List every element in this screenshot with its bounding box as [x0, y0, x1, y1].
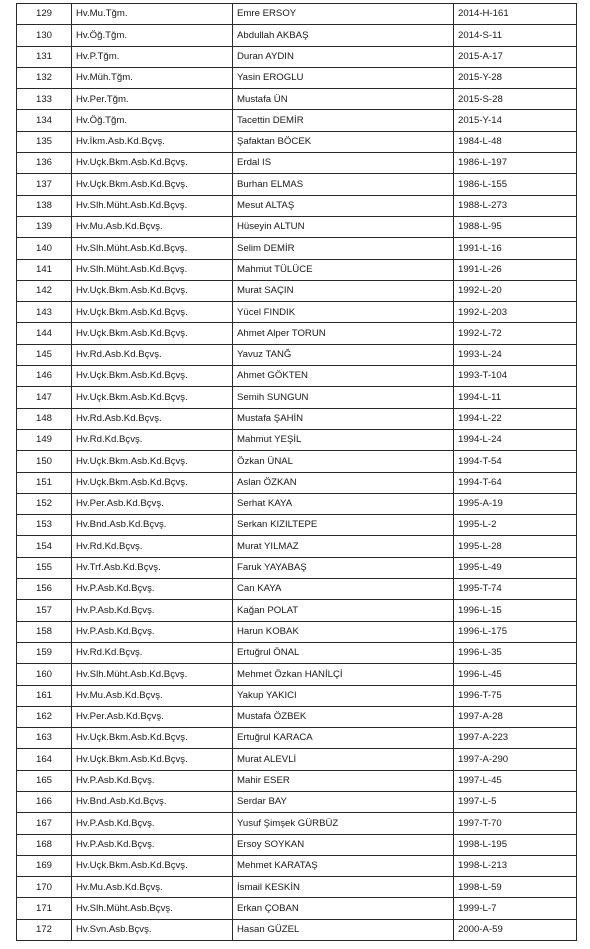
row-number-cell: 148 [17, 408, 72, 429]
name-cell: Şafaktan BÖCEK [233, 131, 454, 152]
name-cell: Burhan ELMAS [233, 174, 454, 195]
table-row [17, 259, 577, 280]
name-cell: Mehmet Özkan HANİLÇİ [233, 664, 454, 685]
registry-number-cell: 1998-L-213 [454, 855, 577, 876]
row-number-cell: 149 [17, 429, 72, 450]
row-number-cell: 130 [17, 25, 72, 46]
name-cell: Mahmut TÜLÜCE [233, 259, 454, 280]
row-number-cell: 161 [17, 685, 72, 706]
name-cell: Abdullah AKBAŞ [233, 25, 454, 46]
registry-number-cell: 1997-L-45 [454, 770, 577, 791]
rank-cell: Hv.Uçk.Bkm.Asb.Kd.Bçvş. [72, 855, 233, 876]
table-row [17, 195, 577, 216]
registry-number-cell: 1984-L-48 [454, 131, 577, 152]
registry-number-cell: 1997-A-28 [454, 706, 577, 727]
row-number-cell: 141 [17, 259, 72, 280]
row-number-cell: 153 [17, 515, 72, 536]
registry-number-cell: 1992-L-20 [454, 280, 577, 301]
rank-cell: Hv.Uçk.Bkm.Asb.Kd.Bçvş. [72, 387, 233, 408]
row-number-cell: 154 [17, 536, 72, 557]
table-row [17, 515, 577, 536]
rank-cell: Hv.Bnd.Asb.Kd.Bçvş. [72, 515, 233, 536]
rank-cell: Hv.İkm.Asb.Kd.Bçvş. [72, 131, 233, 152]
row-number-cell: 133 [17, 89, 72, 110]
name-cell: Ahmet GÖKTEN [233, 366, 454, 387]
row-number-cell: 155 [17, 557, 72, 578]
row-number-cell: 150 [17, 451, 72, 472]
registry-number-cell: 1996-L-45 [454, 664, 577, 685]
personnel-table [16, 3, 577, 941]
registry-number-cell: 1991-L-26 [454, 259, 577, 280]
row-number-cell: 156 [17, 579, 72, 600]
table-body [17, 4, 577, 941]
rank-cell: Hv.Mu.Asb.Kd.Bçvş. [72, 877, 233, 898]
table-row [17, 749, 577, 770]
table-row [17, 429, 577, 450]
name-cell: Duran AYDIN [233, 46, 454, 67]
name-cell: Mahir ESER [233, 770, 454, 791]
registry-number-cell: 1996-L-175 [454, 621, 577, 642]
table-row [17, 642, 577, 663]
rank-cell: Hv.Slh.Müht.Asb.Kd.Bçvş. [72, 195, 233, 216]
registry-number-cell: 1991-L-16 [454, 238, 577, 259]
rank-cell: Hv.Uçk.Bkm.Asb.Kd.Bçvş. [72, 451, 233, 472]
registry-number-cell: 1995-L-28 [454, 536, 577, 557]
table-row [17, 110, 577, 131]
name-cell: Selim DEMİR [233, 238, 454, 259]
table-row [17, 174, 577, 195]
name-cell: Tacettin DEMİR [233, 110, 454, 131]
registry-number-cell: 1995-T-74 [454, 579, 577, 600]
name-cell: Ahmet Alper TORUN [233, 323, 454, 344]
row-number-cell: 137 [17, 174, 72, 195]
row-number-cell: 152 [17, 493, 72, 514]
registry-number-cell: 2015-S-28 [454, 89, 577, 110]
registry-number-cell: 1996-L-35 [454, 642, 577, 663]
row-number-cell: 163 [17, 728, 72, 749]
rank-cell: Hv.P.Asb.Kd.Bçvş. [72, 600, 233, 621]
name-cell: Mustafa ÖZBEK [233, 706, 454, 727]
name-cell: Ersoy SOYKAN [233, 834, 454, 855]
name-cell: Erdal IS [233, 153, 454, 174]
table-row [17, 216, 577, 237]
registry-number-cell: 1992-L-72 [454, 323, 577, 344]
registry-number-cell: 1997-L-5 [454, 791, 577, 812]
name-cell: Yücel FINDIK [233, 302, 454, 323]
name-cell: Erkan ÇOBAN [233, 898, 454, 919]
table-row [17, 238, 577, 259]
rank-cell: Hv.P.Asb.Kd.Bçvş. [72, 813, 233, 834]
name-cell: Murat ALEVLİ [233, 749, 454, 770]
rank-cell: Hv.P.Asb.Kd.Bçvş. [72, 834, 233, 855]
rank-cell: Hv.P.Tğm. [72, 46, 233, 67]
table-row [17, 302, 577, 323]
table-row [17, 728, 577, 749]
name-cell: Mahmut YEŞİL [233, 429, 454, 450]
table-row [17, 557, 577, 578]
table-row [17, 536, 577, 557]
rank-cell: Hv.P.Asb.Kd.Bçvş. [72, 579, 233, 600]
table-row [17, 621, 577, 642]
table-row [17, 67, 577, 88]
table-row [17, 919, 577, 940]
registry-number-cell: 1986-L-197 [454, 153, 577, 174]
rank-cell: Hv.Per.Asb.Kd.Bçvş. [72, 706, 233, 727]
registry-number-cell: 1994-L-11 [454, 387, 577, 408]
row-number-cell: 166 [17, 791, 72, 812]
registry-number-cell: 2014-S-11 [454, 25, 577, 46]
table-row [17, 664, 577, 685]
table-row [17, 387, 577, 408]
name-cell: Hüseyin ALTUN [233, 216, 454, 237]
rank-cell: Hv.Uçk.Bkm.Asb.Kd.Bçvş. [72, 153, 233, 174]
registry-number-cell: 1998-L-59 [454, 877, 577, 898]
table-row [17, 834, 577, 855]
row-number-cell: 147 [17, 387, 72, 408]
registry-number-cell: 2000-A-59 [454, 919, 577, 940]
table-row [17, 89, 577, 110]
name-cell: Yasin EROGLU [233, 67, 454, 88]
registry-number-cell: 1992-L-203 [454, 302, 577, 323]
registry-number-cell: 1996-T-75 [454, 685, 577, 706]
table-row [17, 25, 577, 46]
name-cell: Can KAYA [233, 579, 454, 600]
name-cell: Kağan POLAT [233, 600, 454, 621]
rank-cell: Hv.Rd.Kd.Bçvş. [72, 642, 233, 663]
name-cell: Mehmet KARATAŞ [233, 855, 454, 876]
name-cell: Semih SUNGUN [233, 387, 454, 408]
table-row [17, 472, 577, 493]
row-number-cell: 134 [17, 110, 72, 131]
rank-cell: Hv.Öğ.Tğm. [72, 110, 233, 131]
name-cell: Faruk YAYABAŞ [233, 557, 454, 578]
row-number-cell: 164 [17, 749, 72, 770]
rank-cell: Hv.Slh.Müht.Asb.Kd.Bçvş. [72, 238, 233, 259]
row-number-cell: 129 [17, 4, 72, 25]
registry-number-cell: 1988-L-273 [454, 195, 577, 216]
rank-cell: Hv.Uçk.Bkm.Asb.Kd.Bçvş. [72, 174, 233, 195]
registry-number-cell: 2015-Y-28 [454, 67, 577, 88]
rank-cell: Hv.Uçk.Bkm.Asb.Kd.Bçvş. [72, 728, 233, 749]
name-cell: İsmail KESKİN [233, 877, 454, 898]
rank-cell: Hv.P.Asb.Kd.Bçvş. [72, 621, 233, 642]
table-row [17, 408, 577, 429]
registry-number-cell: 1993-T-104 [454, 366, 577, 387]
table-row [17, 600, 577, 621]
row-number-cell: 167 [17, 813, 72, 834]
rank-cell: Hv.Slh.Müht.Asb.Kd.Bçvş. [72, 664, 233, 685]
row-number-cell: 159 [17, 642, 72, 663]
rank-cell: Hv.Uçk.Bkm.Asb.Kd.Bçvş. [72, 366, 233, 387]
name-cell: Murat YILMAZ [233, 536, 454, 557]
rank-cell: Hv.Uçk.Bkm.Asb.Kd.Bçvş. [72, 323, 233, 344]
row-number-cell: 144 [17, 323, 72, 344]
rank-cell: Hv.Uçk.Bkm.Asb.Kd.Bçvş. [72, 302, 233, 323]
rank-cell: Hv.Per.Asb.Kd.Bçvş. [72, 493, 233, 514]
row-number-cell: 138 [17, 195, 72, 216]
registry-number-cell: 1997-A-290 [454, 749, 577, 770]
row-number-cell: 136 [17, 153, 72, 174]
rank-cell: Hv.Mu.Asb.Kd.Bçvş. [72, 685, 233, 706]
name-cell: Serdar BAY [233, 791, 454, 812]
table-row [17, 131, 577, 152]
name-cell: Mustafa ÜN [233, 89, 454, 110]
row-number-cell: 160 [17, 664, 72, 685]
rank-cell: Hv.Mu.Tğm. [72, 4, 233, 25]
row-number-cell: 158 [17, 621, 72, 642]
name-cell: Serkan KIZILTEPE [233, 515, 454, 536]
registry-number-cell: 1995-L-2 [454, 515, 577, 536]
table-row [17, 344, 577, 365]
table-row [17, 451, 577, 472]
row-number-cell: 170 [17, 877, 72, 898]
rank-cell: Hv.Mu.Asb.Kd.Bçvş. [72, 216, 233, 237]
name-cell: Aslan ÖZKAN [233, 472, 454, 493]
rank-cell: Hv.Bnd.Asb.Kd.Bçvş. [72, 791, 233, 812]
table-row [17, 898, 577, 919]
registry-number-cell: 1994-T-54 [454, 451, 577, 472]
row-number-cell: 131 [17, 46, 72, 67]
table-row [17, 855, 577, 876]
rank-cell: Hv.P.Asb.Kd.Bçvş. [72, 770, 233, 791]
rank-cell: Hv.Trf.Asb.Kd.Bçvş. [72, 557, 233, 578]
name-cell: Mustafa ŞAHİN [233, 408, 454, 429]
table-row [17, 493, 577, 514]
rank-cell: Hv.Müh.Tğm. [72, 67, 233, 88]
name-cell: Yakup YAKICI [233, 685, 454, 706]
name-cell: Harun KOBAK [233, 621, 454, 642]
registry-number-cell: 1999-L-7 [454, 898, 577, 919]
name-cell: Mesut ALTAŞ [233, 195, 454, 216]
row-number-cell: 142 [17, 280, 72, 301]
table-row [17, 4, 577, 25]
row-number-cell: 169 [17, 855, 72, 876]
name-cell: Yavuz TANĞ [233, 344, 454, 365]
name-cell: Murat SAÇIN [233, 280, 454, 301]
row-number-cell: 145 [17, 344, 72, 365]
name-cell: Hasan GÜZEL [233, 919, 454, 940]
row-number-cell: 139 [17, 216, 72, 237]
registry-number-cell: 1993-L-24 [454, 344, 577, 365]
table-row [17, 366, 577, 387]
name-cell: Serhat KAYA [233, 493, 454, 514]
registry-number-cell: 2014-H-161 [454, 4, 577, 25]
table-row [17, 877, 577, 898]
table-row [17, 46, 577, 67]
row-number-cell: 143 [17, 302, 72, 323]
row-number-cell: 162 [17, 706, 72, 727]
registry-number-cell: 1994-T-64 [454, 472, 577, 493]
row-number-cell: 151 [17, 472, 72, 493]
name-cell: Yusuf Şimşek GÜRBÜZ [233, 813, 454, 834]
table-row [17, 685, 577, 706]
registry-number-cell: 2015-A-17 [454, 46, 577, 67]
rank-cell: Hv.Rd.Kd.Bçvş. [72, 536, 233, 557]
registry-number-cell: 2015-Y-14 [454, 110, 577, 131]
table-row [17, 706, 577, 727]
registry-number-cell: 1995-A-19 [454, 493, 577, 514]
table-row [17, 813, 577, 834]
table-row [17, 791, 577, 812]
rank-cell: Hv.Rd.Asb.Kd.Bçvş. [72, 408, 233, 429]
table-row [17, 323, 577, 344]
table-row [17, 579, 577, 600]
registry-number-cell: 1997-A-223 [454, 728, 577, 749]
row-number-cell: 135 [17, 131, 72, 152]
name-cell: Ertuğrul ÖNAL [233, 642, 454, 663]
registry-number-cell: 1995-L-49 [454, 557, 577, 578]
registry-number-cell: 1998-L-195 [454, 834, 577, 855]
rank-cell: Hv.Rd.Kd.Bçvş. [72, 429, 233, 450]
rank-cell: Hv.Uçk.Bkm.Asb.Kd.Bçvş. [72, 472, 233, 493]
row-number-cell: 165 [17, 770, 72, 791]
rank-cell: Hv.Uçk.Bkm.Asb.Kd.Bçvş. [72, 749, 233, 770]
row-number-cell: 157 [17, 600, 72, 621]
row-number-cell: 168 [17, 834, 72, 855]
name-cell: Ertuğrul KARACA [233, 728, 454, 749]
registry-number-cell: 1996-L-15 [454, 600, 577, 621]
registry-number-cell: 1997-T-70 [454, 813, 577, 834]
name-cell: Özkan ÜNAL [233, 451, 454, 472]
rank-cell: Hv.Uçk.Bkm.Asb.Kd.Bçvş. [72, 280, 233, 301]
table-row [17, 280, 577, 301]
rank-cell: Hv.Per.Tğm. [72, 89, 233, 110]
rank-cell: Hv.Slh.Müht.Asb.Kd.Bçvş. [72, 259, 233, 280]
table-row [17, 153, 577, 174]
row-number-cell: 132 [17, 67, 72, 88]
registry-number-cell: 1994-L-24 [454, 429, 577, 450]
rank-cell: Hv.Rd.Asb.Kd.Bçvş. [72, 344, 233, 365]
rank-cell: Hv.Öğ.Tğm. [72, 25, 233, 46]
row-number-cell: 146 [17, 366, 72, 387]
rank-cell: Hv.Svn.Asb.Bçvş. [72, 919, 233, 940]
registry-number-cell: 1986-L-155 [454, 174, 577, 195]
name-cell: Emre ERSOY [233, 4, 454, 25]
row-number-cell: 171 [17, 898, 72, 919]
table-row [17, 770, 577, 791]
registry-number-cell: 1994-L-22 [454, 408, 577, 429]
row-number-cell: 172 [17, 919, 72, 940]
row-number-cell: 140 [17, 238, 72, 259]
rank-cell: Hv.Slh.Müht.Asb.Bçvş. [72, 898, 233, 919]
registry-number-cell: 1988-L-95 [454, 216, 577, 237]
